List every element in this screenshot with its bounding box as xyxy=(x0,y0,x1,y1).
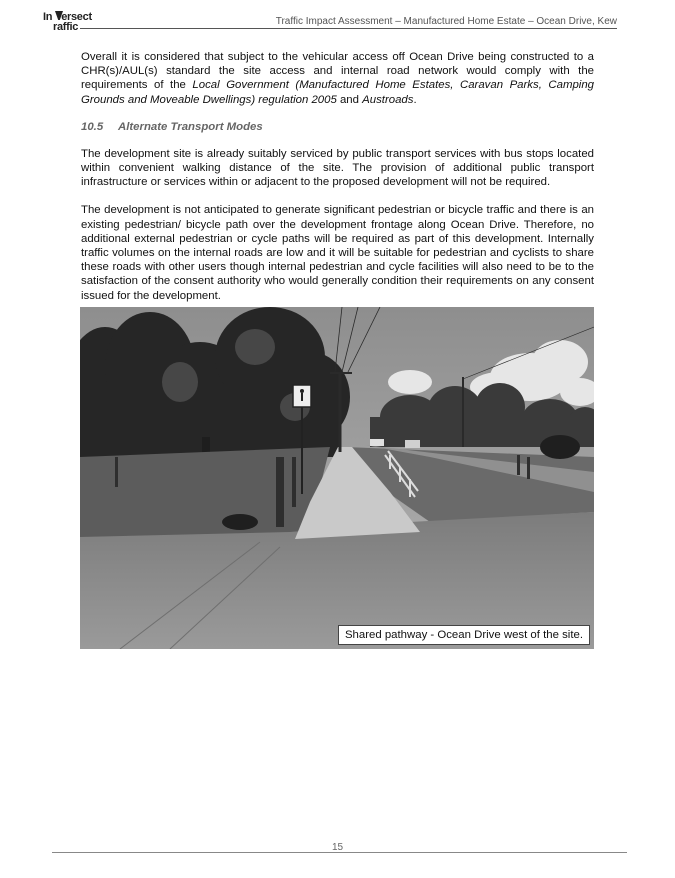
section-heading xyxy=(81,121,594,133)
footer-divider xyxy=(52,852,627,853)
shared-pathway-photo xyxy=(80,307,594,649)
header-divider xyxy=(80,28,617,29)
intersect-traffic-logo xyxy=(40,11,96,35)
photo-scene-illustration xyxy=(80,307,594,649)
paragraph-compliance: Overall it is considered that subject to the vehicular access off Ocean Drive being constructed to a CHR(s)/AUL(s) standard the site access and internal road network would comply with the requirements of the Local Government (Manufactured Home Estates, Caravan Parks, Camping Grounds and Moveable Dwellings) regulation 2005 and Austroads. xyxy=(81,51,594,106)
photo-caption: Shared pathway - Ocean Drive west of the site. xyxy=(338,625,590,645)
logo-text-line1: In ersect xyxy=(43,11,92,23)
page-content xyxy=(81,50,594,303)
page-number: 15 xyxy=(331,842,344,853)
document-header-title: Traffic Impact Assessment – Manufactured Home Estate – Ocean Drive, Kew xyxy=(275,16,617,27)
section-number: 10.5 xyxy=(81,120,104,133)
paragraph-public-transport: The development site is already suitably serviced by public transport services with bus stops located within convenient walking distance of the site. The provision of additional public transport infrastructure or services within or adjacent to the proposed development will not be required. xyxy=(81,147,594,189)
section-title: Alternate Transport Modes xyxy=(118,120,263,133)
austroads-reference: Austroads xyxy=(362,93,414,106)
logo-text-line2: raffic xyxy=(53,21,79,33)
regulation-reference: Local Government (Manufactured Home Estates, Caravan Parks, Camping Grounds and Moveable Dwellings) regulation 2005 xyxy=(81,79,594,106)
paragraph-pedestrian-cycle: The development is not anticipated to generate significant pedestrian or bicycle traffic and there is an existing pedestrian/ bicycle path over the development frontage along Ocean Drive. Therefore, no additional external pedestrian or cycle paths will be required as part of this development. Internally traffic volumes on the internal roads are low and it will be suitable for pedestrian and cyclists to share these roads with other users though internal pedestrian and cycle facilities will also need to be to the satisfaction of the consent authority who would generally condition their requirements on any consent issued for the development. xyxy=(81,204,594,302)
